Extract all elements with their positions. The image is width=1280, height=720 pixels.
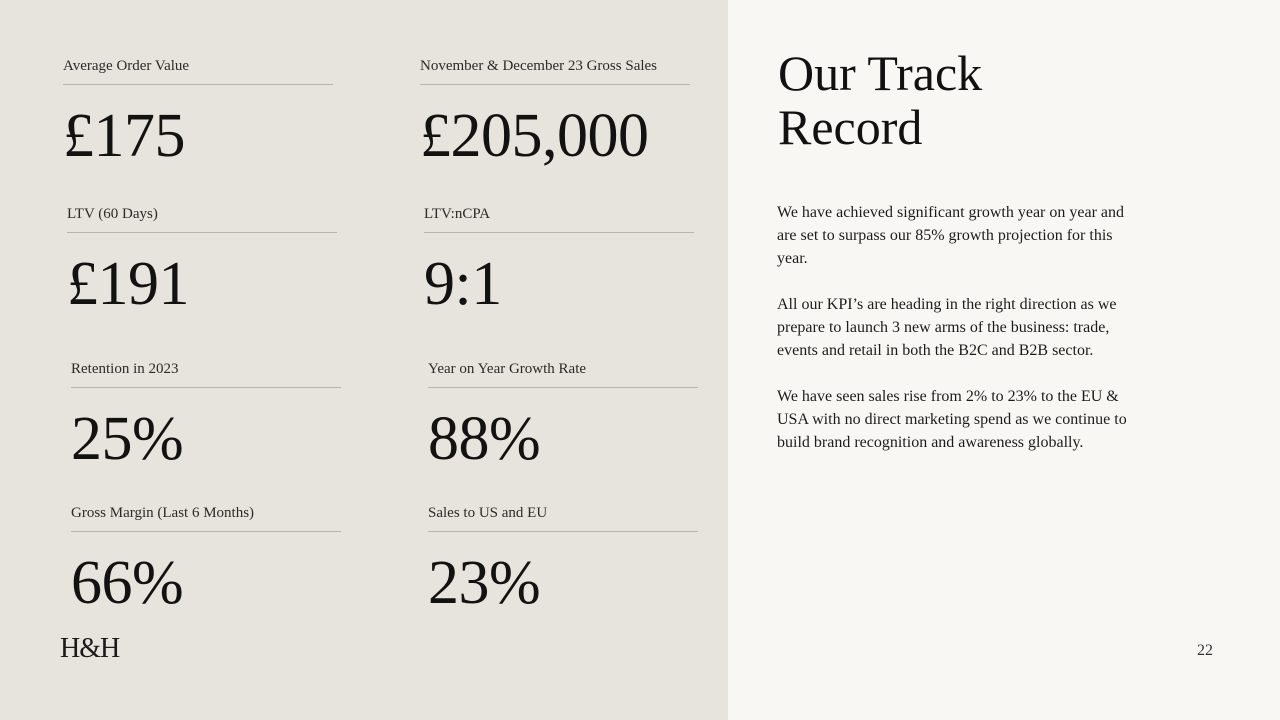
metric-divider [424,232,694,233]
metric-sales-us-eu [428,504,700,616]
summary-paragraph: We have seen sales rise from 2% to 23% to the EU & USA with no direct marketing spend as we continue to build brand recognition and awareness globally. [777,388,1127,451]
metric-divider [428,531,698,532]
metric-label: Year on Year Growth Rate [428,361,587,377]
metric-value: 25% [71,405,184,473]
metric-divider [63,84,333,85]
metric-nov-dec-gross-sales [420,57,692,169]
title-line: Our Track [778,45,983,101]
metric-divider [71,531,341,532]
metric-label: Sales to US and EU [428,505,548,521]
metric-label: LTV (60 Days) [67,206,158,222]
summary-text [777,201,1127,477]
metric-value: 66% [71,549,184,617]
metric-label: November & December 23 Gross Sales [420,58,658,74]
title-line: Record [778,99,923,155]
summary-panel [728,0,1280,720]
metric-value: 88% [428,405,541,473]
metric-value: £205,000 [420,102,649,170]
summary-paragraph: We have achieved significant growth year on year and are set to surpass our 85% growth projection for this year. [777,204,1125,267]
page-title [778,46,982,154]
metric-value: £191 [67,250,189,318]
metric-divider [71,387,341,388]
metric-ltv-60-days [67,205,339,317]
brand-logo: H&H [60,633,120,664]
metric-retention-2023 [71,360,343,472]
metric-ltv-ncpa [424,205,696,317]
metric-yoy-growth-rate [428,360,700,472]
metric-label: Retention in 2023 [71,361,179,377]
metric-label: Average Order Value [63,58,190,74]
metric-value: £175 [63,102,185,170]
metric-divider [428,387,698,388]
metric-gross-margin [71,504,343,616]
summary-paragraph: All our KPI’s are heading in the right direction as we prepare to launch 3 new arms of the business: trade, events and retail in both the B2C and B2B sector. [777,296,1117,359]
metric-divider [420,84,690,85]
metric-average-order-value [63,57,335,169]
metric-value: 9:1 [424,250,502,318]
metric-label: LTV:nCPA [424,206,491,222]
page-number: 22 [1197,642,1213,659]
metric-divider [67,232,337,233]
metric-value: 23% [428,549,541,617]
metric-label: Gross Margin (Last 6 Months) [71,505,255,521]
